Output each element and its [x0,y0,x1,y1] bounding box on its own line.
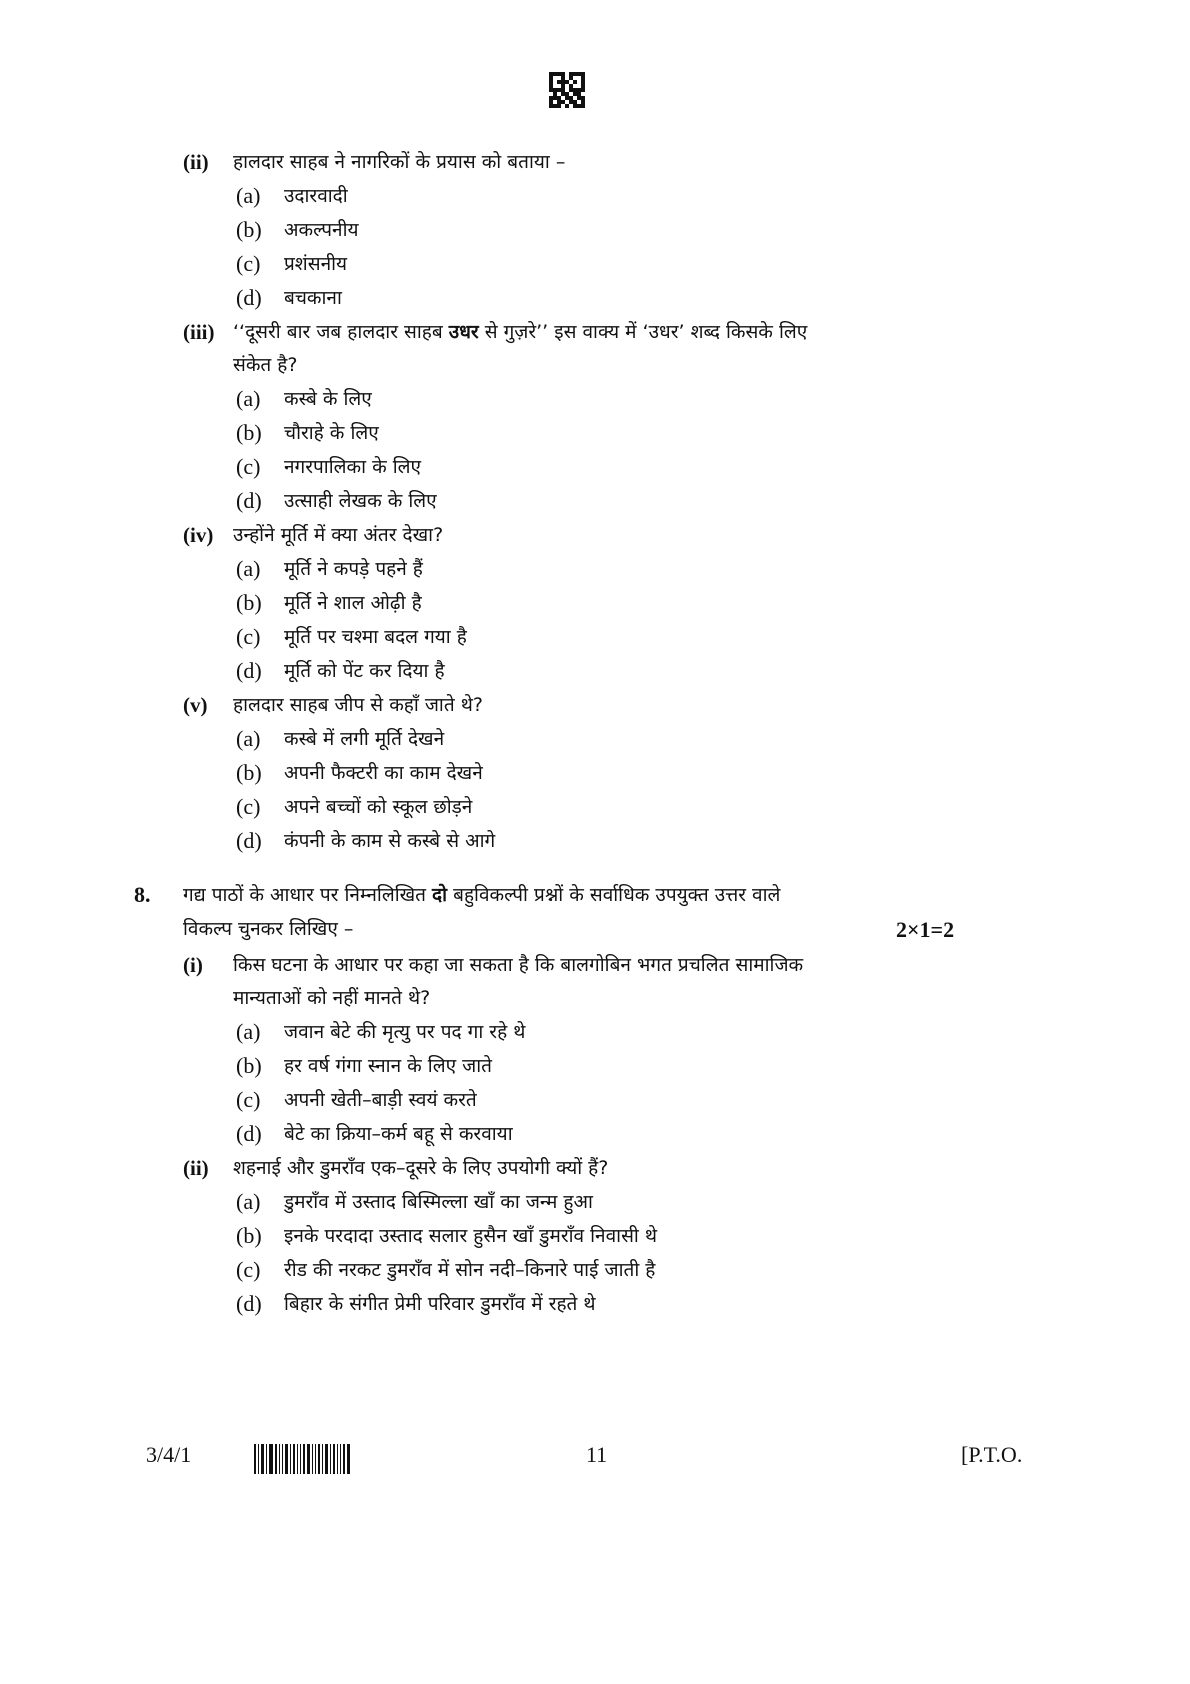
qr-code-icon [549,72,585,108]
question-label: (i) [183,953,203,977]
option-label: (a) [236,386,261,411]
question-label: (ii) [183,1156,209,1180]
option-label: (a) [236,1189,261,1214]
option-label: (c) [236,794,261,819]
option-text: उदारवादी [284,185,348,207]
option-label: (c) [236,454,261,479]
option-text: अपने बच्चों को स्कूल छोड़ने [284,796,473,818]
paper-code: 3/4/1 [146,1442,192,1467]
option-label: (a) [236,726,261,751]
question-text-continued: संकेत है? [233,354,298,376]
question-text-part: से गुज़रे’’ इस वाक्य में ‘उधर’ शब्द किसके लिए [478,321,808,343]
option-text: बिहार के संगीत प्रेमी परिवार डुमराँव में रहते थे [284,1293,596,1315]
option-text: रीड की नरकट डुमराँव में सोन नदी–किनारे पाई जाती है [284,1259,656,1281]
option-label: (d) [236,658,262,683]
pto-label: [P.T.O. [961,1442,1023,1467]
question-text [233,317,807,347]
question-text-emphasis: दो [432,884,448,906]
option-text: जवान बेटे की मृत्यु पर पद गा रहे थे [284,1021,526,1043]
question-text-part: गद्य पाठों के आधार पर निम्नलिखित [183,884,433,906]
option-label: (b) [236,1053,262,1078]
question-label: (iii) [183,320,215,344]
option-label: (b) [236,760,262,785]
question-text: हालदार साहब जीप से कहाँ जाते थे? [233,694,483,716]
option-text: बेटे का क्रिया–कर्म बहू से करवाया [284,1123,513,1145]
option-text: कस्बे में लगी मूर्ति देखने [284,728,445,750]
question-label: (v) [183,693,208,717]
question-label: (iv) [183,523,214,547]
question-number: 8. [134,882,151,907]
question-text: शहनाई और डुमराँव एक–दूसरे के लिए उपयोगी क्यों हैं? [233,1157,609,1179]
question-text-part: ‘‘दूसरी बार जब हालदार साहब [233,321,449,343]
option-label: (d) [236,285,262,310]
option-label: (a) [236,183,261,208]
option-label: (d) [236,488,262,513]
option-label: (d) [236,1121,262,1146]
question-text-continued: मान्यताओं को नहीं मानते थे? [233,987,431,1009]
option-text: बचकाना [284,287,342,309]
option-label: (c) [236,251,261,276]
option-label: (c) [236,1087,261,1112]
question-text-emphasis: उधर [448,321,479,343]
page-number: 11 [586,1442,608,1467]
option-text: मूर्ति को पेंट कर दिया है [284,660,445,682]
option-label: (d) [236,828,262,853]
option-text: इनके परदादा उस्ताद सलार हुसैन खाँ डुमराँव निवासी थे [284,1225,658,1247]
option-text: चौराहे के लिए [284,422,379,444]
option-text: अकल्पनीय [284,219,359,241]
option-text: कंपनी के काम से कस्बे से आगे [284,830,496,852]
option-label: (d) [236,1291,262,1316]
option-label: (b) [236,590,262,615]
question-label: (ii) [183,150,209,174]
option-label: (c) [236,624,261,649]
option-text: नगरपालिका के लिए [284,456,422,478]
option-text: हर वर्ष गंगा स्नान के लिए जाते [284,1055,492,1077]
option-text: कस्बे के लिए [284,388,372,410]
option-text: अपनी खेती–बाड़ी स्वयं करते [284,1089,477,1111]
option-label: (a) [236,1019,261,1044]
option-text: उत्साही लेखक के लिए [284,490,437,512]
option-label: (c) [236,1257,261,1282]
option-text: मूर्ति पर चश्मा बदल गया है [284,626,467,648]
question-text: किस घटना के आधार पर कहा जा सकता है कि बालगोबिन भगत प्रचलित सामाजिक [233,954,804,976]
question-text [183,880,780,910]
option-text: मूर्ति ने शाल ओढ़ी है [284,592,422,614]
option-label: (b) [236,217,262,242]
question-text: उन्होंने मूर्ति में क्या अंतर देखा? [233,524,444,546]
option-text: अपनी फैक्टरी का काम देखने [284,762,483,784]
option-text: मूर्ति ने कपड़े पहने हैं [284,558,423,580]
question-text-continued: विकल्प चुनकर लिखिए – [183,918,354,940]
question-text: हालदार साहब ने नागरिकों के प्रयास को बताया – [233,151,566,173]
option-label: (b) [236,1223,262,1248]
option-label: (a) [236,556,261,581]
option-text: डुमराँव में उस्ताद बिस्मिल्ला खाँ का जन्म हुआ [284,1191,593,1213]
option-label: (b) [236,420,262,445]
barcode-icon [254,1444,352,1474]
marks-label: 2×1=2 [896,917,955,942]
option-text: प्रशंसनीय [284,253,348,275]
question-text-part: बहुविकल्पी प्रश्नों के सर्वाधिक उपयुक्त उत्तर वाले [447,884,781,906]
